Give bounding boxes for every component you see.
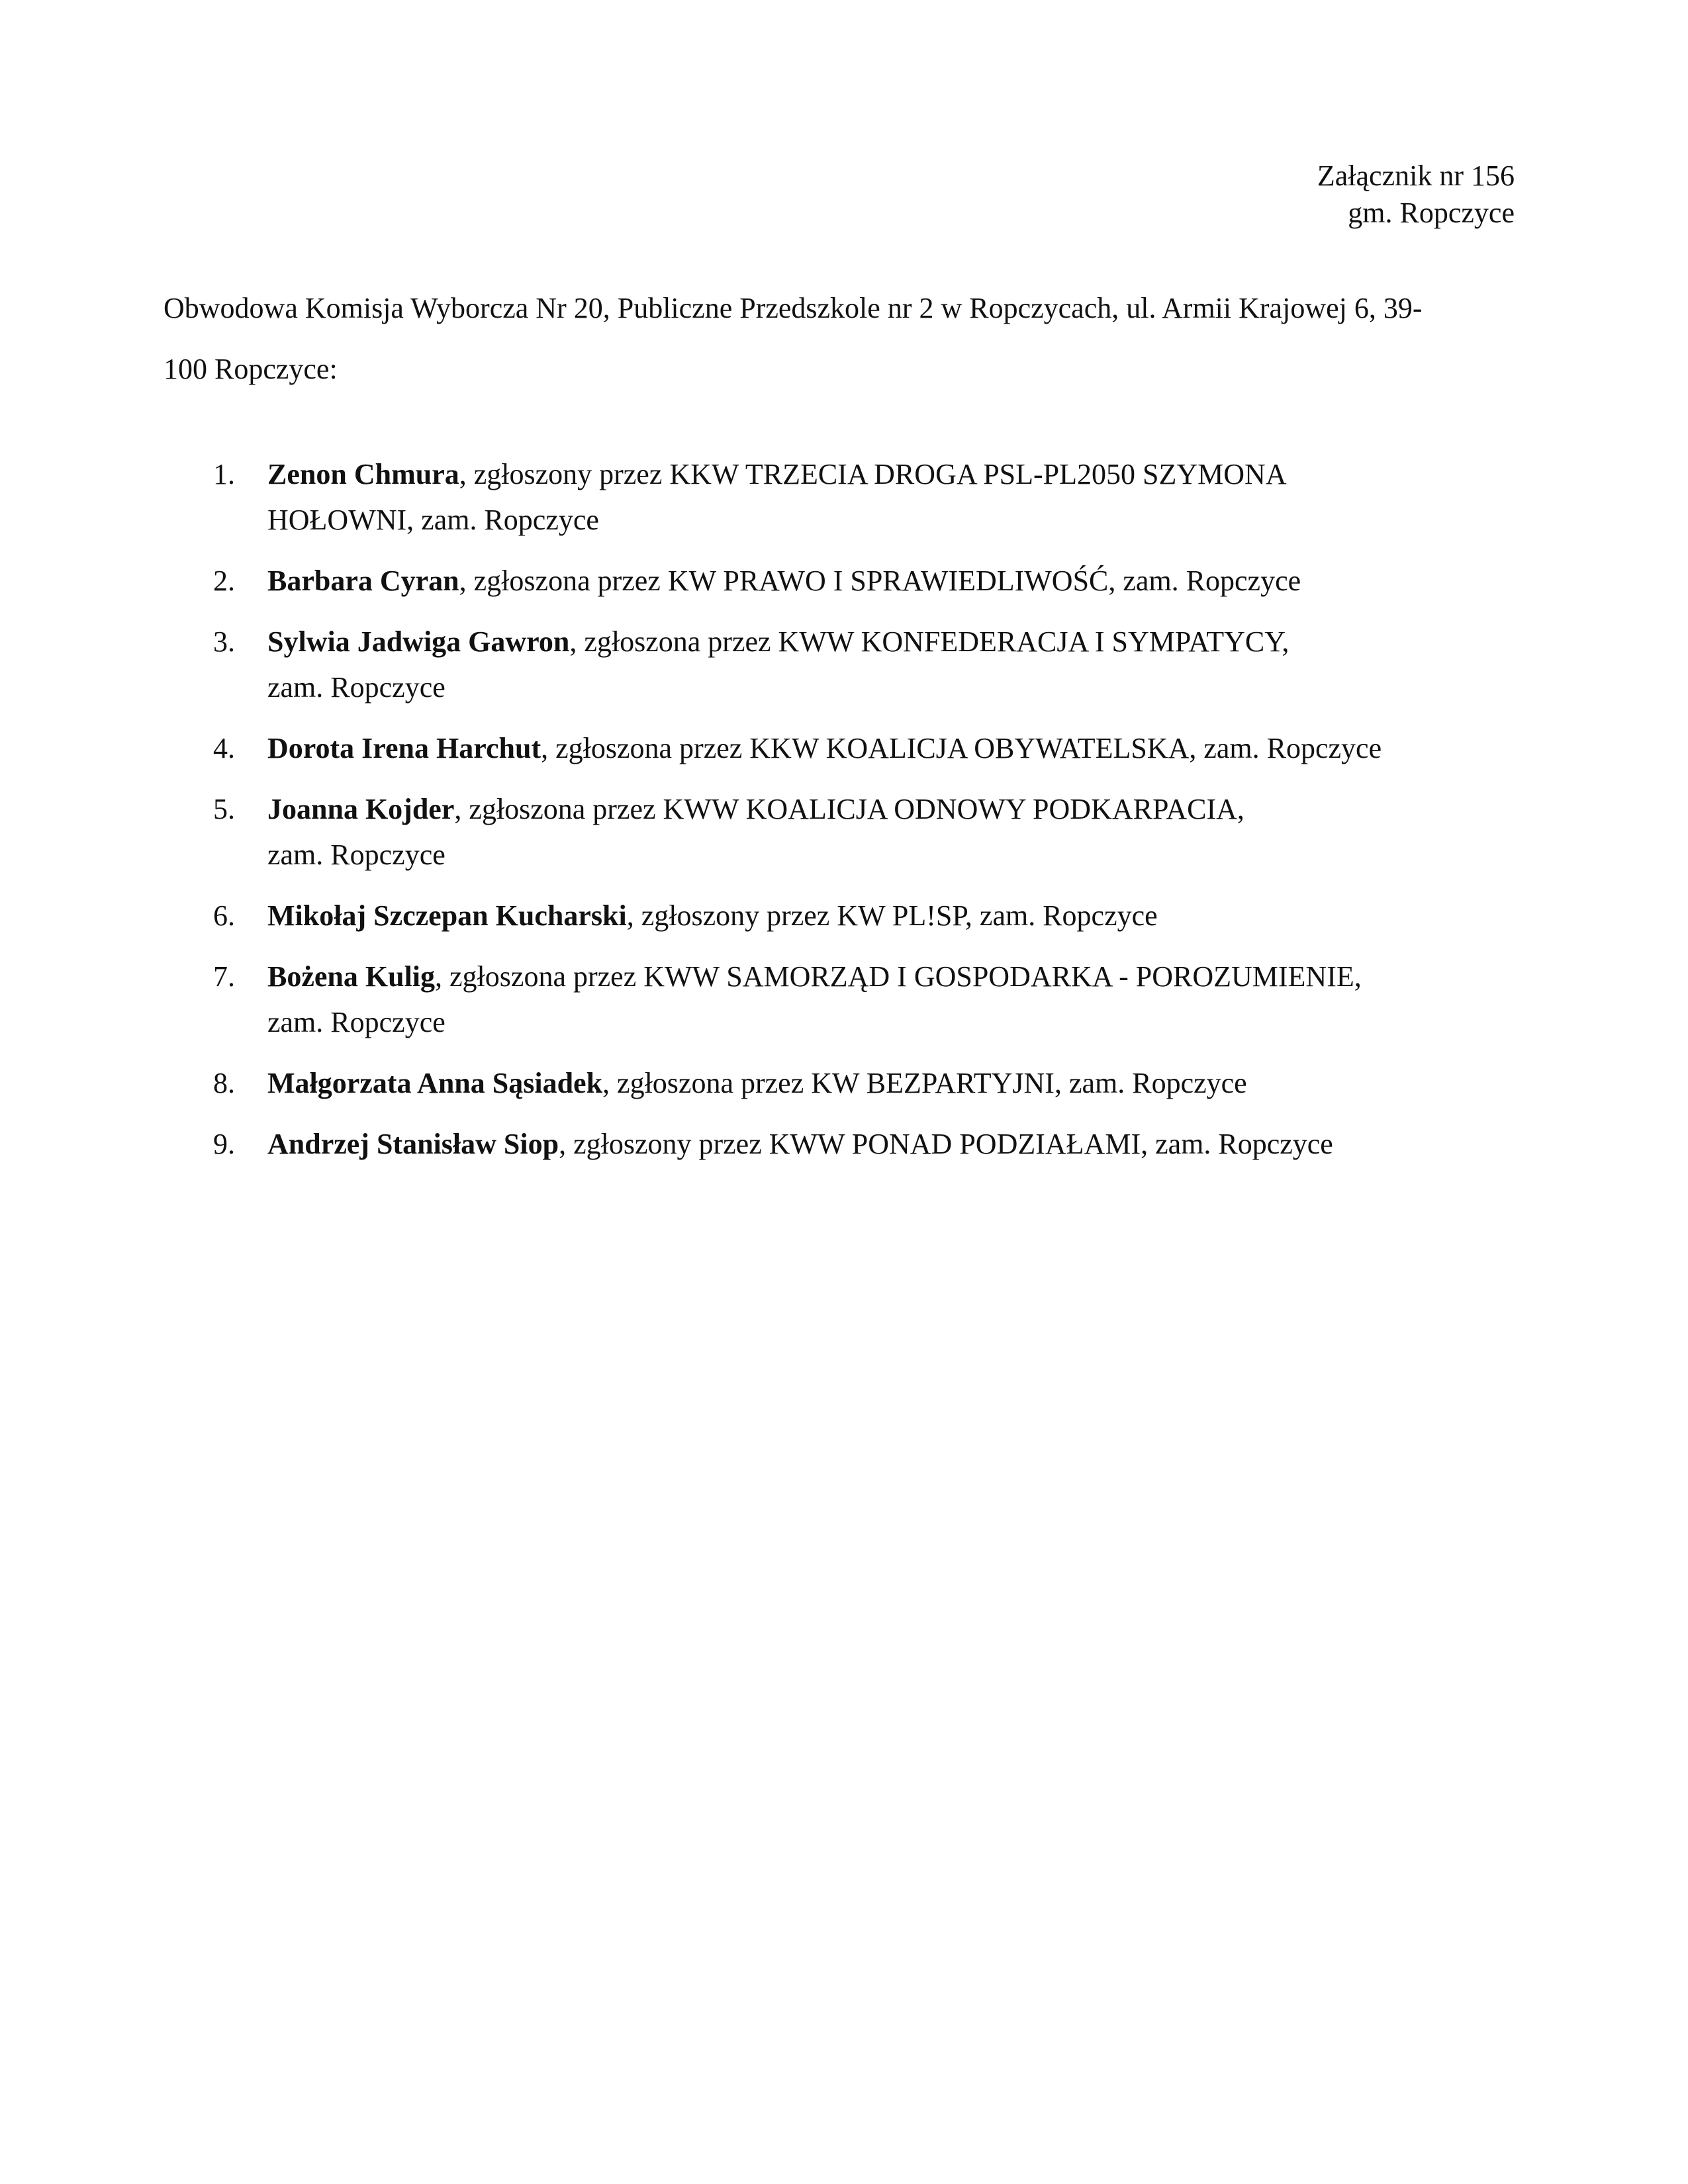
member-details: , zgłoszona przez KW PRAWO I SPRAWIEDLIWOŚĆ, zam. Ropczyce (459, 565, 1301, 597)
member-number: 1. (213, 458, 235, 490)
member-line (267, 725, 1569, 771)
member-item (0, 558, 1688, 604)
member-name: Dorota Irena Harchut (267, 732, 541, 764)
member-number: 3. (213, 625, 235, 658)
member-details: , zgłoszona przez KWW KONFEDERACJA I SYMPATYCY, (569, 625, 1289, 658)
member-line (267, 1121, 1569, 1167)
commission-description-line-2: 100 Ropczyce: (164, 353, 338, 385)
member-details: , zgłoszona przez KW BEZPARTYJNI, zam. Ropczyce (602, 1067, 1247, 1099)
member-item (0, 893, 1688, 938)
member-item (0, 725, 1688, 771)
member-name: Zenon Chmura (267, 458, 459, 490)
member-name: Sylwia Jadwiga Gawron (267, 625, 570, 658)
member-number: 8. (213, 1067, 235, 1099)
member-details: , zgłoszony przez KW PL!SP, zam. Ropczyce (626, 899, 1158, 932)
member-name: Joanna Kojder (267, 793, 455, 825)
member-number: 5. (213, 793, 235, 825)
member-name: Mikołaj Szczepan Kucharski (267, 899, 627, 932)
member-item (0, 1121, 1688, 1167)
attachment-header (1317, 158, 1515, 232)
member-list (0, 451, 1688, 1182)
member-line (267, 1060, 1569, 1106)
member-line (267, 558, 1569, 604)
member-number: 4. (213, 732, 235, 764)
member-details-continued: HOŁOWNI, zam. Ropczyce (267, 504, 599, 536)
member-details-continued: zam. Ropczyce (267, 671, 445, 704)
attachment-number: Załącznik nr 156 (1317, 159, 1515, 192)
member-line (267, 954, 1569, 999)
member-line (267, 619, 1569, 664)
municipality-name: gm. Ropczyce (1348, 197, 1515, 229)
member-details-continued: zam. Ropczyce (267, 1006, 445, 1038)
member-item (0, 954, 1688, 1045)
member-name: Małgorzata Anna Sąsiadek (267, 1067, 603, 1099)
member-name: Andrzej Stanisław Siop (267, 1128, 559, 1160)
member-details: , zgłoszona przez KWW KOALICJA ODNOWY PODKARPACIA, (454, 793, 1244, 825)
member-name: Barbara Cyran (267, 565, 459, 597)
member-details: , zgłoszony przez KKW TRZECIA DROGA PSL-PL2050 SZYMONA (459, 458, 1287, 490)
member-details: , zgłoszona przez KKW KOALICJA OBYWATELSKA, zam. Ropczyce (541, 732, 1382, 764)
member-number: 2. (213, 565, 235, 597)
member-number: 6. (213, 899, 235, 932)
member-details: , zgłoszona przez KWW SAMORZĄD I GOSPODARKA - POROZUMIENIE, (435, 960, 1362, 993)
member-line (267, 451, 1569, 497)
member-details: , zgłoszony przez KWW PONAD PODZIAŁAMI, zam. Ropczyce (559, 1128, 1333, 1160)
commission-description-line-1: Obwodowa Komisja Wyborcza Nr 20, Publiczne Przedszkole nr 2 w Ropczycach, ul. Armii Krajowej 6, 39- (164, 292, 1423, 324)
member-line (267, 893, 1569, 938)
commission-description (164, 278, 1514, 400)
member-item (0, 786, 1688, 878)
member-name: Bożena Kulig (267, 960, 436, 993)
member-details-continued: zam. Ropczyce (267, 839, 445, 871)
member-number: 9. (213, 1128, 235, 1160)
member-number: 7. (213, 960, 235, 993)
member-line (267, 786, 1569, 832)
member-item (0, 619, 1688, 710)
member-item (0, 451, 1688, 543)
member-item (0, 1060, 1688, 1106)
